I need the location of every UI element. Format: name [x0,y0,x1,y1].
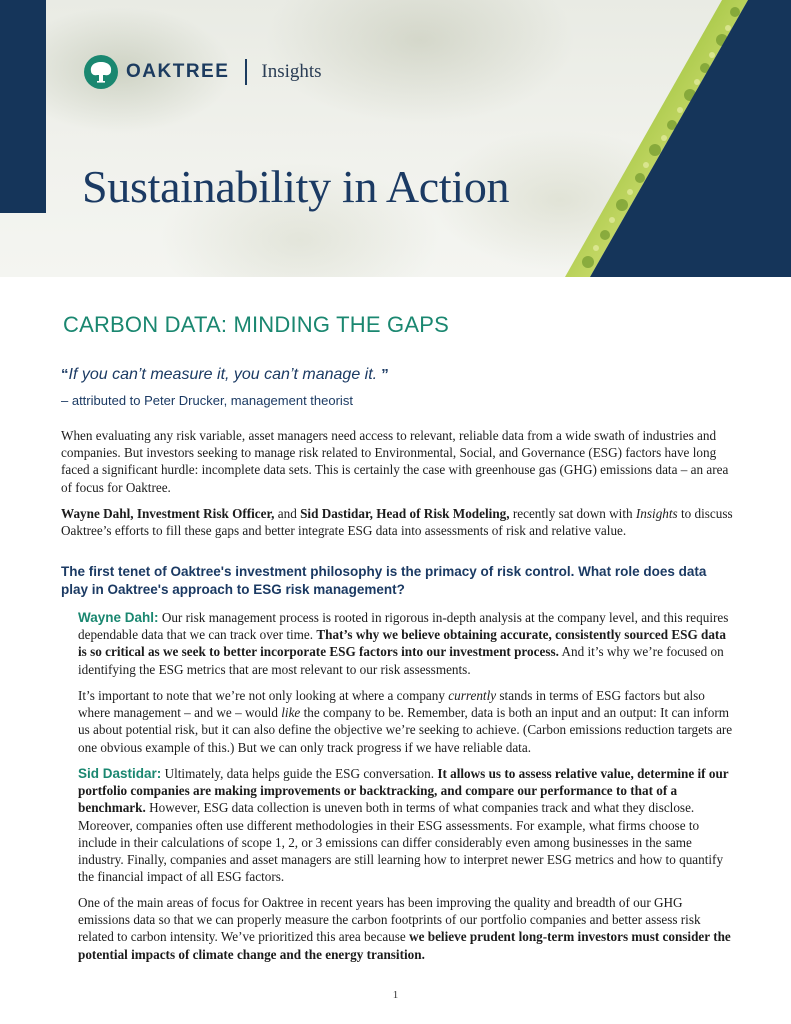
hero-banner [0,0,791,277]
publication-name: Insights [635,506,678,521]
answer-wayne-continued: It’s important to note that we’re not only looking at where a company currently stands in terms of ESG factors but also where management – and we – would like the company to be. Remember, data is both an input and an output: It can inform us about potential risk, but it can also define the objective we’re seeking to achieve. (Carbon emissions reduction targets are one obvious example of this.) But we can only track progress if we have reliable data. [78,688,733,755]
page-title: Sustainability in Action [82,161,510,212]
interview-question: The first tenet of Oaktree's investment philosophy is the primacy of risk control. What role does data play in Oaktree's approach to ESG risk management? [61,564,707,597]
brand-name: OAKTREE [126,61,230,82]
section-name: Insights [261,61,322,82]
pull-quote [61,366,389,384]
quote-text: If you can’t measure it, you can’t manage it. [68,366,378,383]
logo-divider [245,59,247,85]
logo [84,55,322,89]
speaker-sid: Sid Dastidar: [78,766,162,781]
oak-tree-icon [84,55,118,89]
answer-sid-continued: One of the main areas of focus for Oaktree in recent years has been improving the quality and breadth of our GHG emissions data so that we can properly measure the carbon footprints of our portfolio companies and better assess risk related to carbon intensity. We’ve prioritized this area because we believe prudent long-term investors must consider the potential impacts of climate change and the energy transition. [78,895,731,962]
left-accent-bar [0,0,46,213]
speaker-wayne: Wayne Dahl: [78,610,159,625]
hero-diagonal-decoration [0,0,791,277]
intro-paragraph: When evaluating any risk variable, asset managers need access to relevant, reliable data from a wide swath of industries and companies. But investors seeking to manage risk related to Environmental, Social, and Governance (ESG) factors have long faced a significant hurdle: incomplete data sets. This is certainly the case with greenhouse gas (GHG) emissions data – an area of focus for Oaktree. [61,428,729,495]
navy-panel [590,0,791,277]
open-quote-icon: “ [61,366,69,383]
participant-wayne: Wayne Dahl, Investment Risk Officer, [61,506,275,521]
close-quote-icon: ” [377,366,389,383]
participants-paragraph: Wayne Dahl, Investment Risk Officer, and Sid Dastidar, Head of Risk Modeling, recently sat down with Insights to discuss Oaktree’s efforts to fill these gaps and better integrate ESG data into assessments of risk and relative value. [61,506,733,539]
page-number: 1 [392,989,399,1001]
quote-attribution: – attributed to Peter Drucker, management theorist [61,393,353,408]
participant-sid: Sid Dastidar, Head of Risk Modeling, [300,506,510,521]
answer-sid: Sid Dastidar: Ultimately, data helps guide the ESG conversation. It allows us to assess relative value, determine if our portfolio companies are making improvements or backtracking, and compare our performance to that of a benchmark. However, ESG data collection is uneven both in terms of what companies track and what they disclose. Moreover, companies often use different methodologies in their ESG assessments. For example, what firms choose to include in their calculations of scope 1, 2, or 3 emissions can differ considerably even among businesses in the same industry. Finally, companies and asset managers are still learning how to interpret newer ESG metrics and how to quantify the financial impact of all ESG factors. [78,766,729,885]
article-heading: CARBON DATA: MINDING THE GAPS [63,312,449,337]
answer-wayne: Wayne Dahl: Our risk management process is rooted in rigorous in-depth analysis at the company level, and this requires dependable data that we can track over time. That’s why we believe obtaining accurate, consistently sourced ESG data is so critical as we seek to better incorporate ESG factors into our investment process. And it’s why we’re focused on identifying the ESG metrics that are most relevant to our risk assessments. [78,610,729,677]
